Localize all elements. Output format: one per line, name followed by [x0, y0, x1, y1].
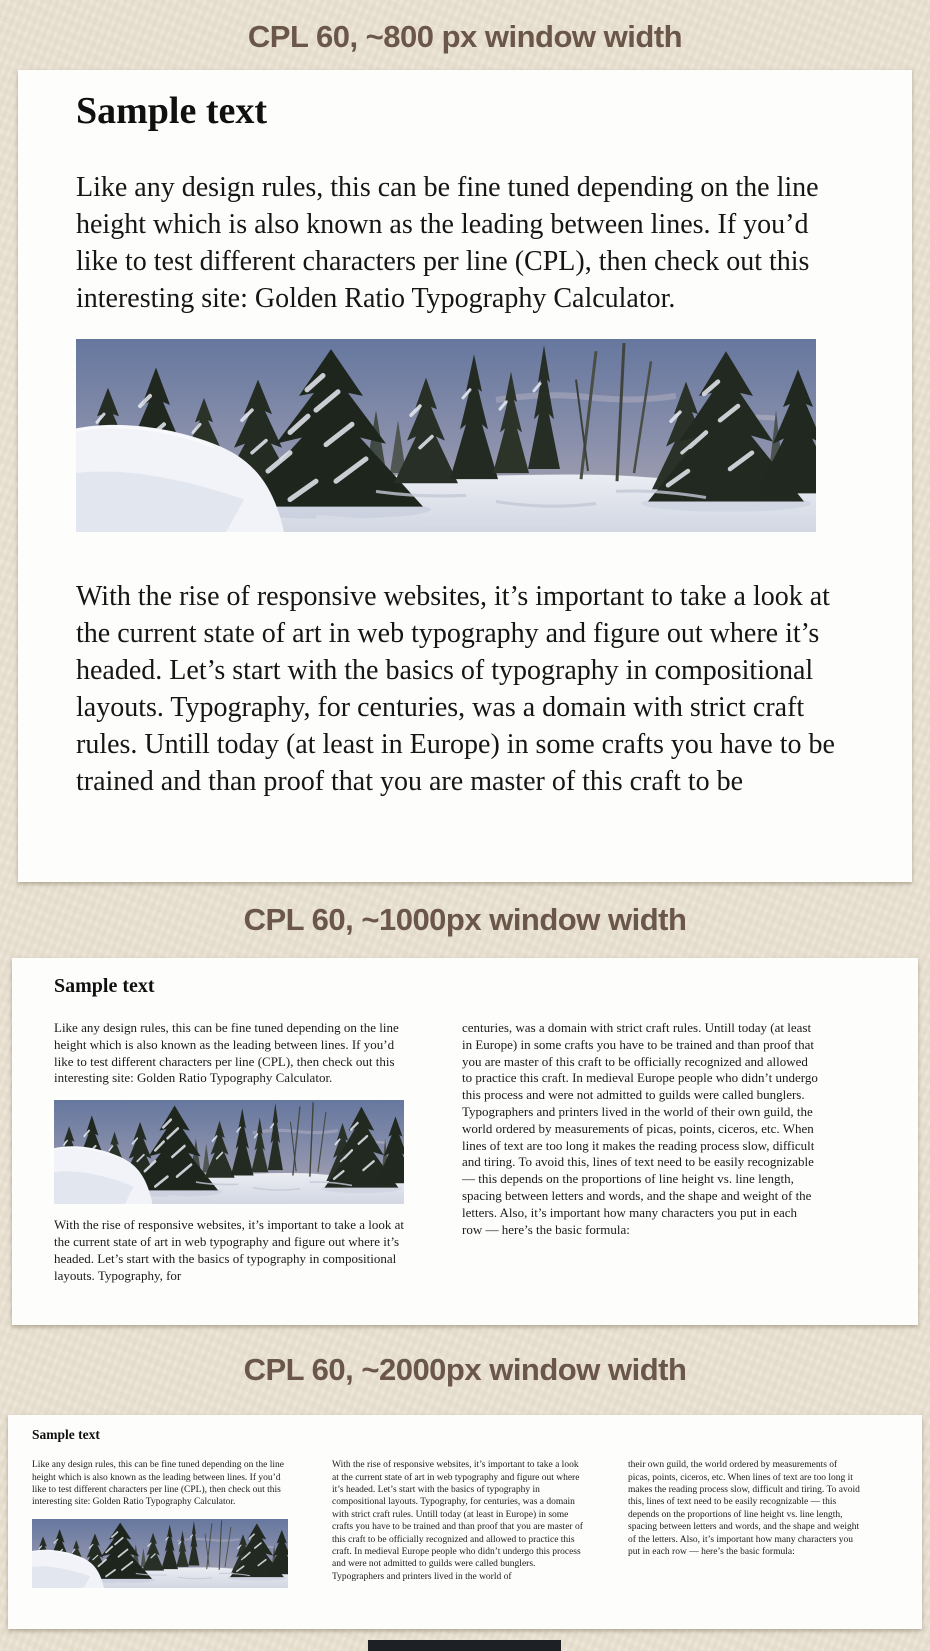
- intro-paragraph: Like any design rules, this can be fine tuned depending on the line height which is also known as the leading between lines. If you’d like to test different characters per line (CPL), then check out this interesting site: Golden Ratio Typography Calculator.: [32, 1460, 284, 1508]
- section-header-2000px: CPL 60, ~2000px window width: [243, 1352, 687, 1387]
- winter-forest-image: [54, 1100, 404, 1204]
- text-column-1: [32, 1459, 288, 1588]
- winter-forest-photo-graphic: [32, 1519, 288, 1588]
- text-column-2: [332, 1459, 584, 1588]
- text-column-left: [54, 1020, 410, 1284]
- text-column-3: [628, 1459, 860, 1588]
- section-header-800px: CPL 60, ~800 px window width: [247, 19, 683, 54]
- main-paragraph-continued: their own guild, the world ordered by measurements of picas, points, ciceros, etc. When lines of text are too long it makes the reading process slow, difficult and tiring. To avoid this, lines of text need to be easily recognizable — this depends on the proportions of line height vs. line length, spacing between letters and words, and the shape and weight of the letters. Also, it’s important how many characters you put in each row — here’s the basic formula:: [628, 1460, 860, 1558]
- main-paragraph-continued: centuries, was a domain with strict craft rules. Untill today (at least in Europe) in some crafts you have to be trained and than proof that you are master of this craft to be officially recognized and allowed to practice this craft. In medieval Europe people who didn’t undergo this process and were not admitted to guilds were called bunglers. Typographers and printers lived in the world of their own guild, the world ordered by measurements of picas, points, ciceros, etc. When lines of text are too long it makes the reading process slow, difficult and tiring. To avoid this, lines of text need to be easily recognizable — this depends on the proportions of line height vs. line length, spacing between letters and words, and the shape and weight of the letters. Also, it’s important how many characters you put in each row — here’s the basic formula:: [462, 1020, 818, 1237]
- main-paragraph-start: With the rise of responsive websites, it’s important to take a look at the current state of art in web typography and figure out where it’s headed. Let’s start with the basics of typography in compositional layouts. Typography, for: [54, 1217, 405, 1283]
- browser-window-1000px: [12, 958, 918, 1325]
- intro-paragraph: Like any design rules, this can be fine tuned depending on the line height which is also known as the leading between lines. If you’d like to test different characters per line (CPL), then check out this interesting site: Golden Ratio Typography Calculator.: [76, 171, 819, 314]
- two-column-layout: [54, 1020, 876, 1284]
- winter-forest-photo-graphic: [76, 339, 816, 532]
- next-figure-cropped-edge: [368, 1640, 561, 1651]
- main-paragraph-start: With the rise of responsive websites, it’s important to take a look at the current state of art in web typography and figure out where it’s headed. Let’s start with the basics of typography in compositional layouts. Typography, for centuries, was a domain with strict craft rules. Untill today (at least in Europe) in some crafts you have to be trained and than proof that you are master of this craft to be officially recognized and allowed to practice this craft. In medieval Europe people who didn’t undergo this process and were not admitted to guilds were called bunglers. Typographers and printers lived in the world of: [332, 1460, 583, 1582]
- intro-paragraph: Like any design rules, this can be fine tuned depending on the line height which is also known as the leading between lines. If you’d like to test different characters per line (CPL), then check out this interesting site: Golden Ratio Typography Calculator.: [54, 1020, 399, 1086]
- browser-window-800px: [18, 70, 912, 882]
- article-title: Sample text: [76, 90, 268, 132]
- winter-forest-photo-graphic: [54, 1100, 404, 1204]
- text-column-right: [462, 1020, 818, 1284]
- main-paragraph: With the rise of responsive websites, it’s important to take a look at the current state of art in web typography and figure out where it’s headed. Let’s start with the basics of typography in compositional layouts. Typography, for centuries, was a domain with strict craft rules. Untill today (at least in Europe) in some crafts you have to be trained and than proof that you are master of this craft to be: [76, 580, 835, 797]
- three-column-layout: [32, 1459, 898, 1588]
- browser-window-2000px: [8, 1415, 922, 1629]
- winter-forest-image: [76, 339, 816, 532]
- section-header-1000px: CPL 60, ~1000px window width: [243, 902, 687, 937]
- winter-forest-image: [32, 1519, 288, 1588]
- article-title: Sample text: [32, 1427, 100, 1442]
- article-title: Sample text: [54, 975, 155, 997]
